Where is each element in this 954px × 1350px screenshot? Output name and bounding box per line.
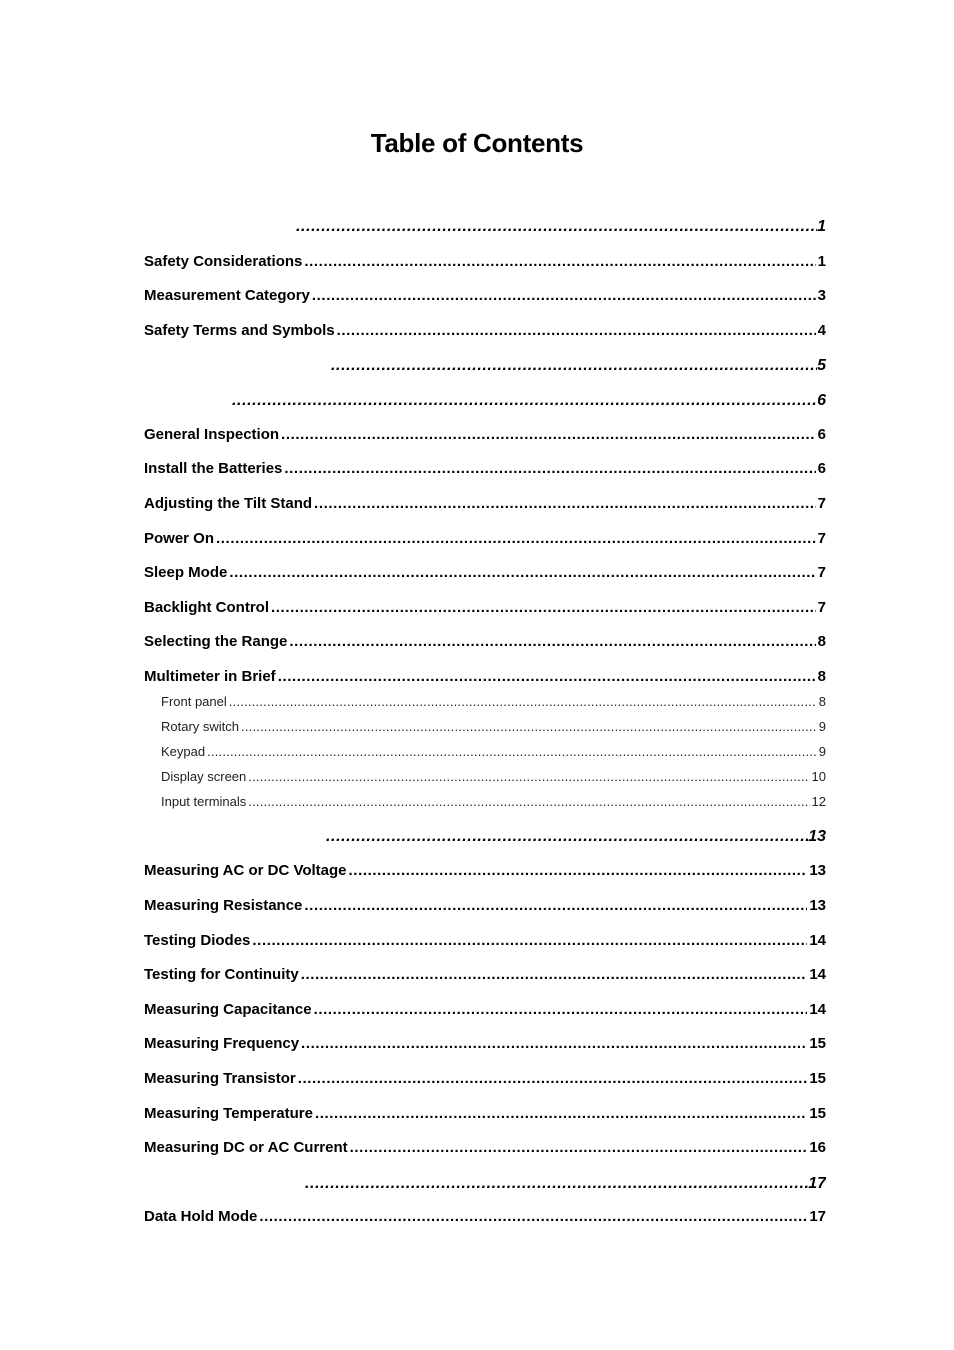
toc-page-number: 14	[809, 1001, 826, 1018]
toc-page-number: 12	[811, 794, 826, 809]
dot-leader	[229, 693, 817, 710]
dot-leader	[229, 563, 815, 583]
dot-leader	[298, 1069, 808, 1089]
toc-page-number: 4	[817, 322, 826, 339]
toc-entry-label: Testing Diodes	[144, 932, 251, 949]
dot-leader	[259, 1207, 807, 1227]
toc-entry-label: Backlight Control	[144, 599, 270, 616]
toc-section-entry[interactable]	[144, 1104, 826, 1124]
toc-page-number: 5	[817, 357, 826, 374]
toc-entry-label: Power On	[144, 530, 215, 547]
toc-entry-label: Multimeter in Brief	[144, 668, 276, 685]
toc-section-entry[interactable]	[144, 529, 826, 549]
dot-leader	[337, 321, 816, 341]
dot-leader	[315, 1104, 807, 1124]
toc-page-number: 7	[817, 530, 826, 547]
toc-page-number: 8	[817, 633, 826, 650]
toc-entry-label: Safety Terms and Symbols	[144, 322, 335, 339]
toc-entry-label: Keypad	[161, 744, 206, 759]
dot-leader	[278, 667, 816, 687]
dot-leader	[314, 1000, 808, 1020]
toc-page-number: 3	[817, 287, 826, 304]
toc-subsection-entry[interactable]	[161, 793, 826, 810]
dot-leader	[289, 632, 815, 652]
toc-page-number: 16	[809, 1139, 826, 1156]
toc-page-number: 7	[817, 599, 826, 616]
toc-page-number: 1	[817, 253, 826, 270]
toc-entry-label: Rotary switch	[161, 719, 240, 734]
dot-leader	[241, 718, 817, 735]
toc-section-entry[interactable]	[144, 861, 826, 881]
toc-section-entry[interactable]	[144, 1138, 826, 1158]
page-title: Table of Contents	[370, 128, 584, 158]
toc-page-number: 14	[809, 966, 826, 983]
toc-page-number: 15	[809, 1035, 826, 1052]
toc-section-entry[interactable]	[144, 598, 826, 618]
toc-page-number: 17	[808, 1175, 826, 1192]
dot-leader	[326, 826, 808, 848]
toc-entry-label: Selecting the Range	[144, 633, 288, 650]
toc-subsection-entry[interactable]	[161, 743, 826, 760]
dot-leader	[216, 529, 816, 549]
toc-section-entry[interactable]	[144, 896, 826, 916]
toc-entry-label: Testing for Continuity	[144, 966, 299, 983]
toc-page-number: 9	[818, 719, 826, 734]
toc-section-entry[interactable]	[144, 667, 826, 687]
toc-entry-label: Measuring Temperature	[144, 1105, 313, 1122]
toc-section-entry[interactable]	[144, 1207, 826, 1227]
dot-leader	[252, 931, 807, 951]
toc-subsection-entry[interactable]	[161, 718, 826, 735]
toc-subsection-entry[interactable]	[161, 693, 826, 710]
toc-page-number: 8	[818, 694, 826, 709]
dot-leader	[248, 768, 809, 785]
toc-entry-label: Adjusting the Tilt Stand	[144, 495, 313, 512]
toc-entry-label: Measuring DC or AC Current	[144, 1139, 348, 1156]
toc-page-number: 9	[818, 744, 826, 759]
toc-page-number: 14	[809, 932, 826, 949]
toc-page-number: 7	[817, 564, 826, 581]
dot-leader	[271, 598, 816, 618]
dot-leader	[304, 896, 807, 916]
toc-entry-label: Data Hold Mode	[144, 1208, 258, 1225]
dot-leader	[248, 793, 809, 810]
dot-leader	[331, 355, 817, 377]
toc-section-entry[interactable]	[144, 1034, 826, 1054]
toc-subsection-entry[interactable]	[161, 768, 826, 785]
toc-entry-label: Input terminals	[161, 794, 247, 809]
toc-page-number: 13	[809, 897, 826, 914]
dot-leader	[232, 390, 817, 412]
toc-page-number: 6	[817, 392, 826, 409]
toc-entry-label: Front panel	[161, 694, 227, 709]
toc-section-entry[interactable]	[144, 632, 826, 652]
toc-page-number: 7	[817, 495, 826, 512]
dot-leader	[301, 1034, 807, 1054]
toc-entry-label: Measuring Frequency	[144, 1035, 300, 1052]
toc-entry-label: Measuring Transistor	[144, 1070, 296, 1087]
toc-chapter-entry[interactable]	[232, 390, 826, 412]
dot-leader	[296, 216, 817, 238]
toc-section-entry[interactable]	[144, 931, 826, 951]
toc-chapter-entry[interactable]	[326, 826, 826, 848]
toc-chapter-entry[interactable]	[305, 1173, 826, 1195]
toc-page-number: 17	[809, 1208, 826, 1225]
dot-leader	[207, 743, 817, 760]
toc-page-number: 6	[817, 426, 826, 443]
toc-section-entry[interactable]	[144, 1000, 826, 1020]
toc-page-number: 6	[817, 460, 826, 477]
toc-page-number: 15	[809, 1105, 826, 1122]
toc-page-number: 13	[808, 828, 826, 845]
dot-leader	[284, 459, 815, 479]
dot-leader	[312, 286, 816, 306]
dot-leader	[305, 1173, 808, 1195]
dot-leader	[301, 965, 808, 985]
toc-entry-label: Display screen	[161, 769, 247, 784]
toc-section-entry[interactable]	[144, 563, 826, 583]
toc-section-entry[interactable]	[144, 252, 826, 272]
toc-page-number: 15	[809, 1070, 826, 1087]
dot-leader	[304, 252, 815, 272]
toc-entry-label: Measurement Category	[144, 287, 310, 304]
toc-page-number: 8	[817, 668, 826, 685]
toc-section-entry[interactable]	[144, 425, 826, 445]
dot-leader	[314, 494, 816, 514]
toc-entry-label: Install the Batteries	[144, 460, 283, 477]
toc-chapter-entry[interactable]	[331, 355, 826, 377]
toc-chapter-entry[interactable]	[296, 216, 826, 238]
toc-entry-label: Safety Considerations	[144, 253, 303, 270]
toc-page-number: 10	[811, 769, 826, 784]
toc-entry-label: Measuring Resistance	[144, 897, 303, 914]
dot-leader	[349, 861, 808, 881]
toc-page-number: 13	[809, 862, 826, 879]
dot-leader	[281, 425, 816, 445]
toc-entry-label: Sleep Mode	[144, 564, 228, 581]
toc-section-entry[interactable]	[144, 1069, 826, 1089]
toc-page-number: 1	[817, 218, 826, 235]
toc-section-entry[interactable]	[144, 321, 826, 341]
dot-leader	[350, 1138, 808, 1158]
toc-entry-label: General Inspection	[144, 426, 280, 443]
toc-section-entry[interactable]	[144, 494, 826, 514]
toc-section-entry[interactable]	[144, 459, 826, 479]
toc-entry-label: Measuring Capacitance	[144, 1001, 312, 1018]
toc-section-entry[interactable]	[144, 286, 826, 306]
toc-section-entry[interactable]	[144, 965, 826, 985]
toc-entry-label: Measuring AC or DC Voltage	[144, 862, 347, 879]
